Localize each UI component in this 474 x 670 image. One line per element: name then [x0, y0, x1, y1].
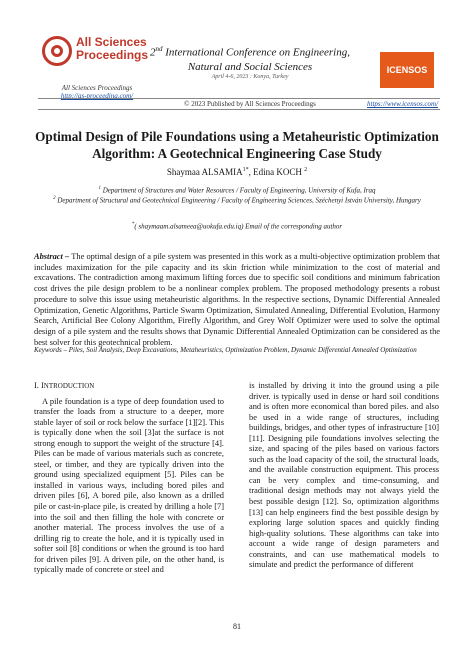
conference-date: April 4-6, 2023 : Konya, Turkey	[211, 74, 289, 80]
abstract-label: Abstract –	[34, 252, 72, 261]
published-by: © 2023 Published by All Sciences Proceedings	[184, 100, 316, 108]
asp-logo-text: All Sciences Proceedings	[76, 35, 149, 62]
asp-logo	[38, 34, 148, 74]
abstract	[34, 252, 440, 348]
body-column-left	[34, 381, 224, 576]
section-heading-introduction: I. INTRODUCTION	[34, 381, 95, 390]
corresponding-email: *( shaymaam.alsameea@uokufa.edu.iq) Email of the corresponding author	[131, 222, 343, 231]
abstract-text: The optimal design of a pile system was presented in this work as a multi-objective optimization problem that includes maximization for the pile capacity and its skin friction while minimization to the cost of material and excavations. The contradiction among maximum lifting forces due to specific soil conditions and minimum fabrication cost drives the pile design problem to be a nonlinear complex problem. The proposed methodology presents a robust procedure to solve this issue using metaheuristic algorithms. In the respective sections, Dynamic Differential Annealed Optimization, Genetic Algorithms, Particle Swarm Optimization, Simulated Annealing, Differential Evolution, Harmony Search, Artificial Bee Colony Algorithm, Firefly Algorithm, and Grey Wolf Optimizer were used to solve the optimal design of a pile system and the results shows that Dynamic Differential Annealed Optimization can be considered as the best solver for this geotechnical problem.	[34, 252, 440, 347]
icensos-logo: ICENSOS	[380, 52, 434, 88]
header-divider-top	[38, 98, 440, 99]
page-number: 81	[233, 622, 241, 631]
paper-title: Optimal Design of Pile Foundations using a Metaheuristic Optimization Algorithm: A Geotechnical Engineering Case Study	[35, 129, 439, 161]
icensos-url-link[interactable]: https://www.icensos.com/	[367, 100, 439, 108]
asp-label: All Sciences Proceedings	[61, 84, 133, 92]
authors: Shaymaa $ALSAMIA^{1*}$, Edina KOCH $^2$	[166, 167, 308, 177]
conference-title: 2nd International Conference on Engineering, Natural and Social Sciences	[150, 45, 350, 73]
header-divider-bottom	[38, 109, 440, 110]
affiliation-1: $^1$ Department of Structures and Water Resources / Faculty of Engineering, University of Kufa, Iraq	[98, 186, 376, 195]
keywords: Keywords – Piles, Soil Analysis, Deep Excavations, Metaheuristics, Optimization Problem, Dynamic Differential Annealed Optimization	[34, 346, 417, 354]
asp-logo-mark-icon	[42, 36, 72, 66]
affiliation-2: $^2$ Department of Structural and Geotechnical Engineering / Faculty of Engineering Sciences, Széchenyi István University, Hungary	[53, 196, 421, 205]
asp-url-link[interactable]: http://as-proceeding.com/	[60, 92, 134, 100]
intro-paragraph-right: is installed by driving it into the ground using a pile driver. is typically used in dense or hard soil conditions and is often more economical than bored piles. and also be used in a wide range of structures, including buildings, bridges, and other types of infrastructure [10] [11]. Designing pile foundations involves selecting the size, and spacing of the piles based on various factors such as the load capacity of the soil, the structural loads, and the available construction equipment. This process can be very complex and time-consuming, and traditional design methods may not always yield the best possible design [12]. So, optimization algorithms [13] can help engineers find the best possible design by exploring large solution spaces and quickly finding high-quality solutions. These algorithms can take into account a wide range of design parameters and constraints, and can use mathematical models to simulate and predict the performance of different	[249, 381, 439, 570]
body-column-right	[249, 381, 439, 571]
intro-paragraph-left: A pile foundation is a type of deep foundation used to transfer the loads from a structure to a deeper, more stable layer of soil or rock below the surface [1][2]. This is typically done when the soil [3]at the surface is not strong enough to support the weight of the structure [4]. Piles can be made of various materials such as concrete, steel, or timber, and they are typically driven into the ground using specialized equipment [5]. Piles can be installed in various ways, including bored piles and driven piles [6], A bored pile, also known as a drilled pile or cast-in-place pile, is created by drilling a hole [7] into the soil and then filling the hole with concrete or another material. The process involves the use of a drilling rig to create the hole, and it is typically used in softer soil [8] conditions or when the ground is too hard for driven piles [9]. A driven pile, on the other hand, is typically made of concrete or steel and	[34, 396, 224, 575]
